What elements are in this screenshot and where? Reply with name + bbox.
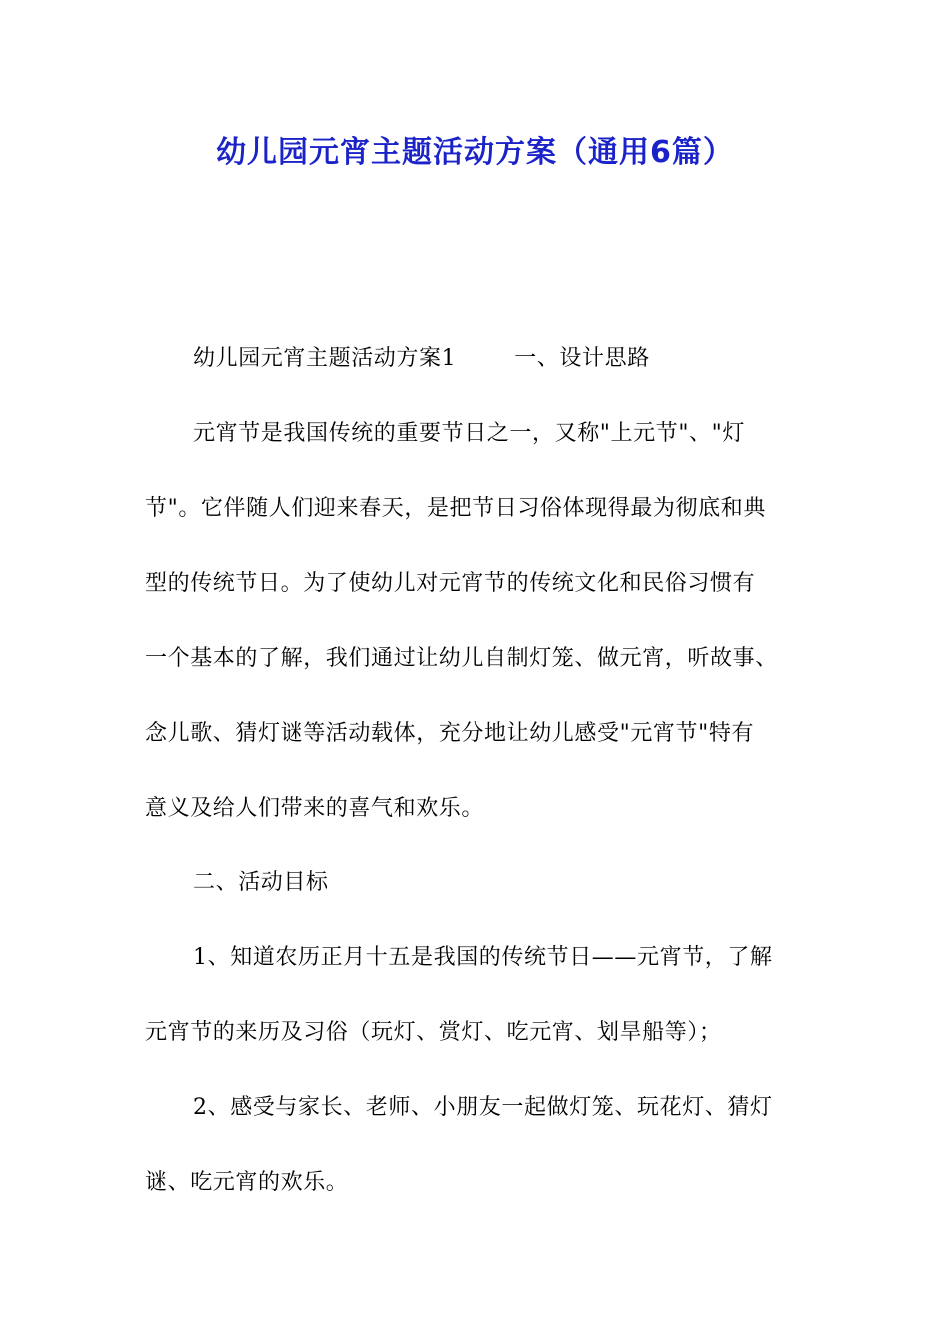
paragraph-line: 一个基本的了解，我们通过让幼儿自制灯笼、做元宵，听故事、 <box>145 646 778 671</box>
goal-line: 元宵节的来历及习俗（玩灯、赏灯、吃元宵、划旱船等）； <box>145 1020 722 1045</box>
paragraph-line: 元宵节是我国传统的重要节日之一，又称"上元节"、"灯 <box>193 421 745 446</box>
goal-line: 谜、吃元宵的欢乐。 <box>145 1170 349 1195</box>
paragraph-line: 节"。它伴随人们迎来春天，是把节日习俗体现得最为彻底和典 <box>145 496 766 521</box>
paragraph-line: 意义及给人们带来的喜气和欢乐。 <box>145 796 485 821</box>
plan-heading: 幼儿园元宵主题活动方案1 <box>193 346 457 371</box>
section-heading: 二、活动目标 <box>193 870 329 895</box>
goal-line: 1、知道农历正月十五是我国的传统节日——元宵节，了解 <box>193 945 773 970</box>
section-heading-line <box>193 342 873 376</box>
paragraph-line: 念儿歌、猜灯谜等活动载体，充分地让幼儿感受"元宵节"特有 <box>145 721 755 746</box>
goal-line: 2、感受与家长、老师、小朋友一起做灯笼、玩花灯、猜灯 <box>193 1095 773 1120</box>
document-title: 幼儿园元宵主题活动方案（通用6篇） <box>216 135 734 170</box>
paragraph-line: 型的传统节日。为了使幼儿对元宵节的传统文化和民俗习惯有 <box>145 571 756 596</box>
design-idea-heading: 一、设计思路 <box>514 346 650 371</box>
